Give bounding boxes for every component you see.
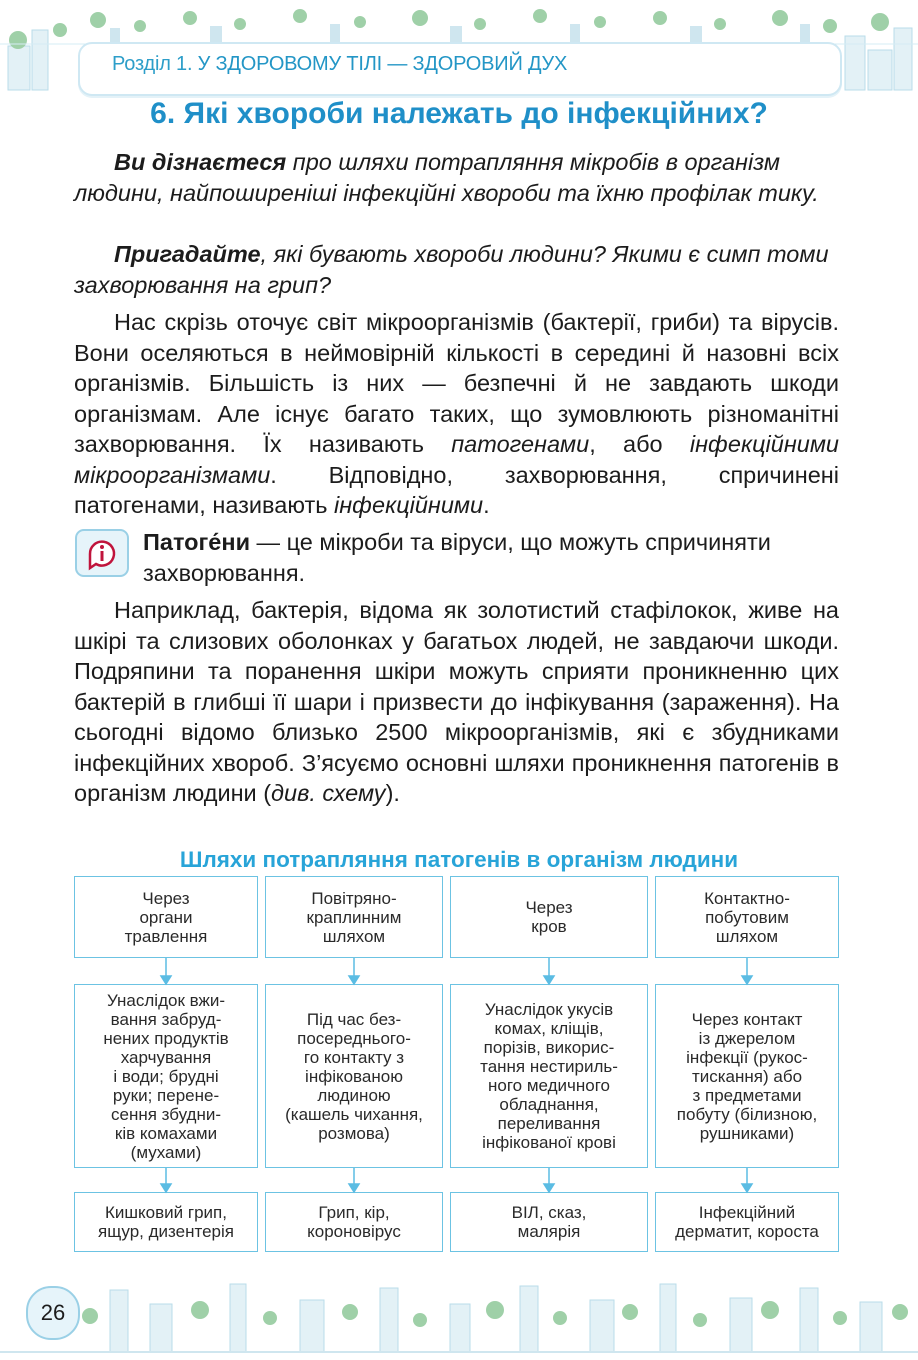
term-infectious-microorganisms: інфекційними мікроорганізмами xyxy=(74,431,839,488)
detail-box-contact: Через контакт із джерелом інфекції (рукос- тискання) або з предметами побуту (білизною, рушниками) xyxy=(655,984,839,1168)
scheme-arrows xyxy=(0,958,918,1194)
detail-box-airborne: Під час без- посереднього- го контакту з інфікованою людиною (кашель чихання, розмова) xyxy=(265,984,443,1168)
recall-label: Пригадайте xyxy=(114,241,261,267)
intro-learn-paragraph xyxy=(74,147,839,208)
scheme-title: Шляхи потрапляння патогенів в організм людини xyxy=(179,847,739,872)
body-paragraph-1 xyxy=(74,307,839,521)
arrow-head xyxy=(161,1184,171,1192)
route-box-digestive: Через органи травлення xyxy=(74,876,258,958)
learn-label: Ви дізнаєтеся xyxy=(114,149,287,175)
body1-text-3: . Відповідно, захворювання, спричинені патогенами, називають xyxy=(74,461,839,518)
detail-box-digestive: Унаслідок вжи- вання забруд- нених продуктів харчування і води; брудні руки; перене- сення збудни- ків комахами (мухами) xyxy=(74,984,258,1168)
body1-text: Нас скрізь оточує світ мікроорганізмів (бактерії, гриби) та вірусів. Вони оселяються в неймовірній кількості в середині й назовні всіх організмів. Більшість із них — безпечні й не завдають шкоди організмам. Але існує багато таких, що зумовлюють різноманітні захворювання. Їх називають xyxy=(74,309,839,457)
running-header xyxy=(112,53,567,76)
info-speech-bubble-icon xyxy=(74,528,130,580)
disease-box-airborne: Грип, кір, короновірус xyxy=(265,1192,443,1252)
recall-text: , які бувають хвороби людини? Якими є симп томи захворювання на грип? xyxy=(74,241,829,298)
arrow-head xyxy=(742,1184,752,1192)
scheme-reference: див. схему xyxy=(271,780,386,806)
route-box-airborne: Повітряно- краплинним шляхом xyxy=(265,876,443,958)
lesson-title: 6. Які хвороби належать до інфекційних? xyxy=(150,97,768,130)
disease-box-blood: ВІЛ, сказ, малярія xyxy=(450,1192,648,1252)
intro-recall-paragraph xyxy=(74,239,839,300)
section-label: Розділ 1. xyxy=(112,53,193,75)
arrow-head xyxy=(349,1184,359,1192)
body1-text-4: . xyxy=(483,492,490,518)
chapter-title: У ЗДОРОВОМУ ТІЛІ — ЗДОРОВИЙ ДУХ xyxy=(197,53,568,75)
arrow-head xyxy=(349,976,359,984)
page-number: 26 xyxy=(40,1300,66,1325)
body-paragraph-2 xyxy=(74,595,839,809)
route-box-blood: Через кров xyxy=(450,876,648,958)
disease-box-digestive: Кишковий грип, ящур, дизентерія xyxy=(74,1192,258,1252)
arrow-head xyxy=(544,976,554,984)
arrow-head xyxy=(544,1184,554,1192)
body2-text: Наприклад, бактерія, відома як золотистий стафілокок, живе на шкірі та слизових оболонках у багатьох людей, не завдаючи шкоди. Подряпини та поранення шкіри можуть сприяти проникненню цих бактерій в глибші її шари і призвести до інфікування (зараження). На сьогодні відомо близько 2500 мікроорганізмів, які є збудниками інфекційних хвороб. З’ясуємо основні шляхи проникнення патогенів в організм людини ( xyxy=(74,597,839,806)
definition-text: — це мікроби та віруси, що можуть спричиняти захворювання. xyxy=(143,529,771,586)
disease-box-contact: Інфекційний дерматит, короста xyxy=(655,1192,839,1252)
detail-box-blood: Унаслідок укусів комах, кліщів, порізів, викорис- тання нестириль- ного медичного обладнання, переливання інфікованої крові xyxy=(450,984,648,1168)
route-box-contact: Контактно- побутовим шляхом xyxy=(655,876,839,958)
definition-term: Патоге́ни xyxy=(143,529,251,555)
learn-text: про шляхи потрапляння мікробів в організм людини, найпоширеніші інфекційні хвороби та їхню профілак тику. xyxy=(74,149,819,206)
term-pathogens: патогенами xyxy=(451,431,590,457)
page-number-badge xyxy=(26,1286,80,1340)
body1-text-2: , або xyxy=(589,431,690,457)
arrow-head xyxy=(742,976,752,984)
definition-block xyxy=(143,527,839,588)
body2-text-2: ). xyxy=(385,780,400,806)
bottom-decoration-skyline xyxy=(0,1260,918,1360)
term-infectious: інфекційними xyxy=(333,492,484,518)
arrow-head xyxy=(161,976,171,984)
